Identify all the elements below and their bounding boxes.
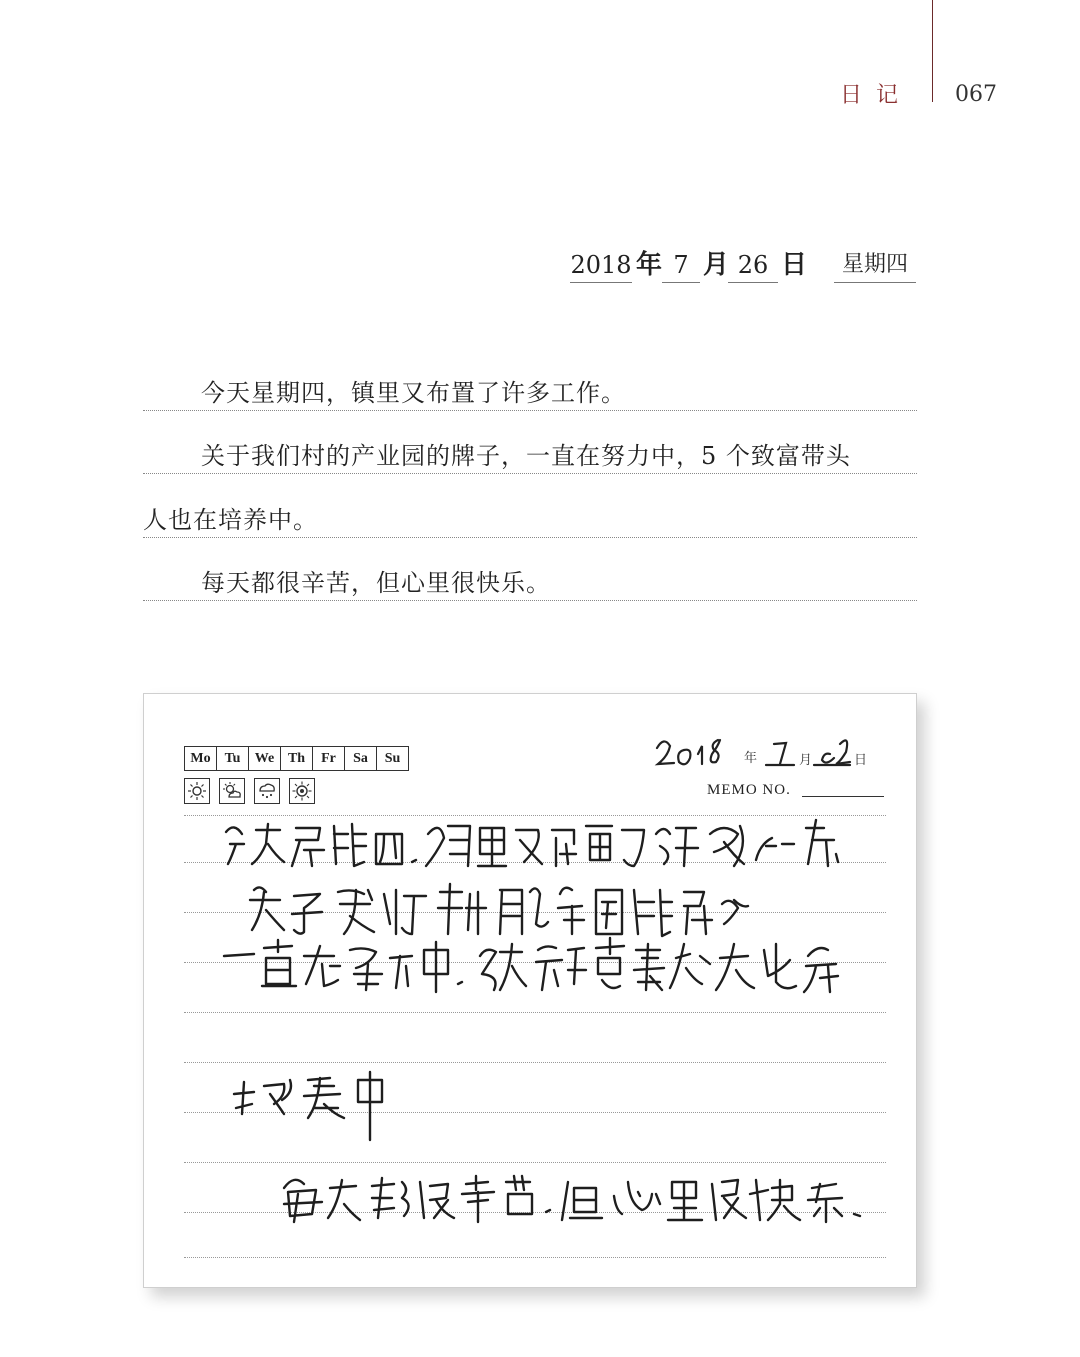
diary-line: 人也在培养中。 xyxy=(143,503,917,538)
diary-line: 今天星期四，镇里又布置了许多工作。 xyxy=(143,376,917,411)
weekday-box: Tu xyxy=(217,747,249,770)
date-month-unit: 月 xyxy=(703,250,730,280)
header-divider xyxy=(932,0,933,102)
memo-month-unit: 月 xyxy=(799,753,813,768)
diary-line: 关于我们村的产业园的牌子，一直在努力中，5 个致富带头 xyxy=(143,439,917,474)
date-day-unit: 日 xyxy=(781,250,808,280)
memo-day-unit: 日 xyxy=(854,753,868,768)
date-weekday: 星期四 xyxy=(834,246,916,283)
diary-line: 每天都很辛苦，但心里很快乐。 xyxy=(143,566,917,601)
handwriting-strokes xyxy=(144,694,916,1287)
date-year: 2018 xyxy=(570,246,632,283)
date-day: 26 xyxy=(728,246,778,283)
page-number: 067 xyxy=(955,82,997,107)
memo-no-label: MEMO NO. xyxy=(707,782,791,798)
weekday-box: Sa xyxy=(345,747,377,770)
weekday-box: We xyxy=(249,747,281,770)
weekday-box: Su xyxy=(384,751,401,766)
section-title: 日记 xyxy=(839,83,912,108)
memo-year-unit: 年 xyxy=(744,751,758,766)
weekday-box: Th xyxy=(281,747,313,770)
weekday-box: Mo xyxy=(185,747,217,770)
date-year-unit: 年 xyxy=(636,250,663,280)
memo-card-photo xyxy=(143,693,917,1288)
date-month: 7 xyxy=(662,246,700,283)
weekday-box: Fr xyxy=(313,747,345,770)
